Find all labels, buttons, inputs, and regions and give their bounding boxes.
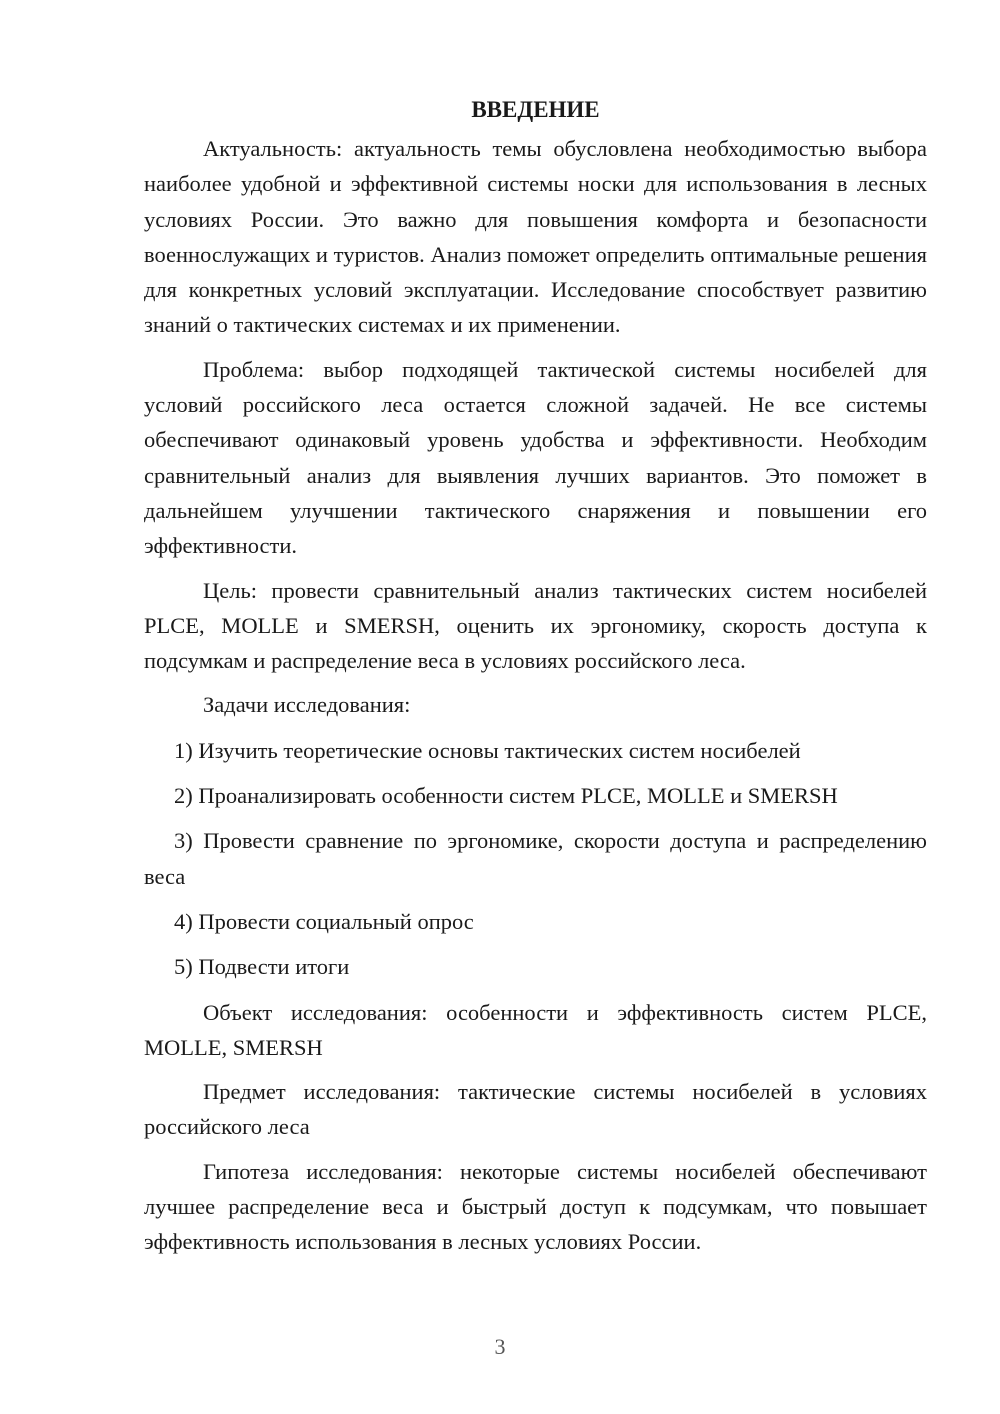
task-item: 3) Провести сравнение по эргономике, скорости доступа и распределению веса [144, 828, 927, 889]
tasks-heading: Задачи исследования: [203, 692, 411, 718]
task-item: 2) Проанализировать особенности систем PLCE, MOLLE и SMERSH [174, 783, 838, 809]
relevance-paragraph: Актуальность: актуальность темы обусловлена необходимостью выбора наиболее удобной и эффективной системы носки для использования в лесных условиях России. Это важно для повышения комфорта и безопасности военнослужащих и туристов. Анализ поможет определить оптимальные решения для конкретных условий эксплуатации. Исследование способствует развитию знаний о тактических системах и их применении. [144, 136, 927, 338]
subject-paragraph: Предмет исследования: тактические системы носибелей в условиях российского леса [144, 1079, 927, 1140]
tasks-list [144, 733, 927, 985]
task-item: 4) Провести социальный опрос [174, 908, 474, 934]
hypothesis-paragraph: Гипотеза исследования: некоторые системы носибелей обеспечивают лучшее распределение веса и быстрый доступ к подсумкам, что повышает эффективность использования в лесных условиях России. [144, 1158, 927, 1255]
problem-paragraph: Проблема: выбор подходящей тактической системы носибелей для условий российского леса остается сложной задачей. Не все системы обеспечивают одинаковый уровень удобства и эффективности. Необходим сравнительный анализ для выявления лучших вариантов. Это поможет в дальнейшем улучшении тактического снаряжения и повышении его эффективности. [144, 356, 927, 559]
object-paragraph: Объект исследования: особенности и эффективность систем PLCE, MOLLE, SMERSH [144, 999, 927, 1060]
task-item: 5) Подвести итоги [174, 954, 350, 980]
section-title: ВВЕДЕНИЕ [471, 97, 600, 122]
goal-paragraph: Цель: провести сравнительный анализ тактических систем носибелей PLCE, MOLLE и SMERSH, оценить их эргономику, скорость доступа к подсумкам и распределение веса в условиях российского леса. [144, 577, 927, 674]
document-page [144, 92, 927, 1269]
page-number: 3 [494, 1334, 506, 1359]
task-item: 1) Изучить теоретические основы тактических систем носибелей [174, 737, 801, 763]
